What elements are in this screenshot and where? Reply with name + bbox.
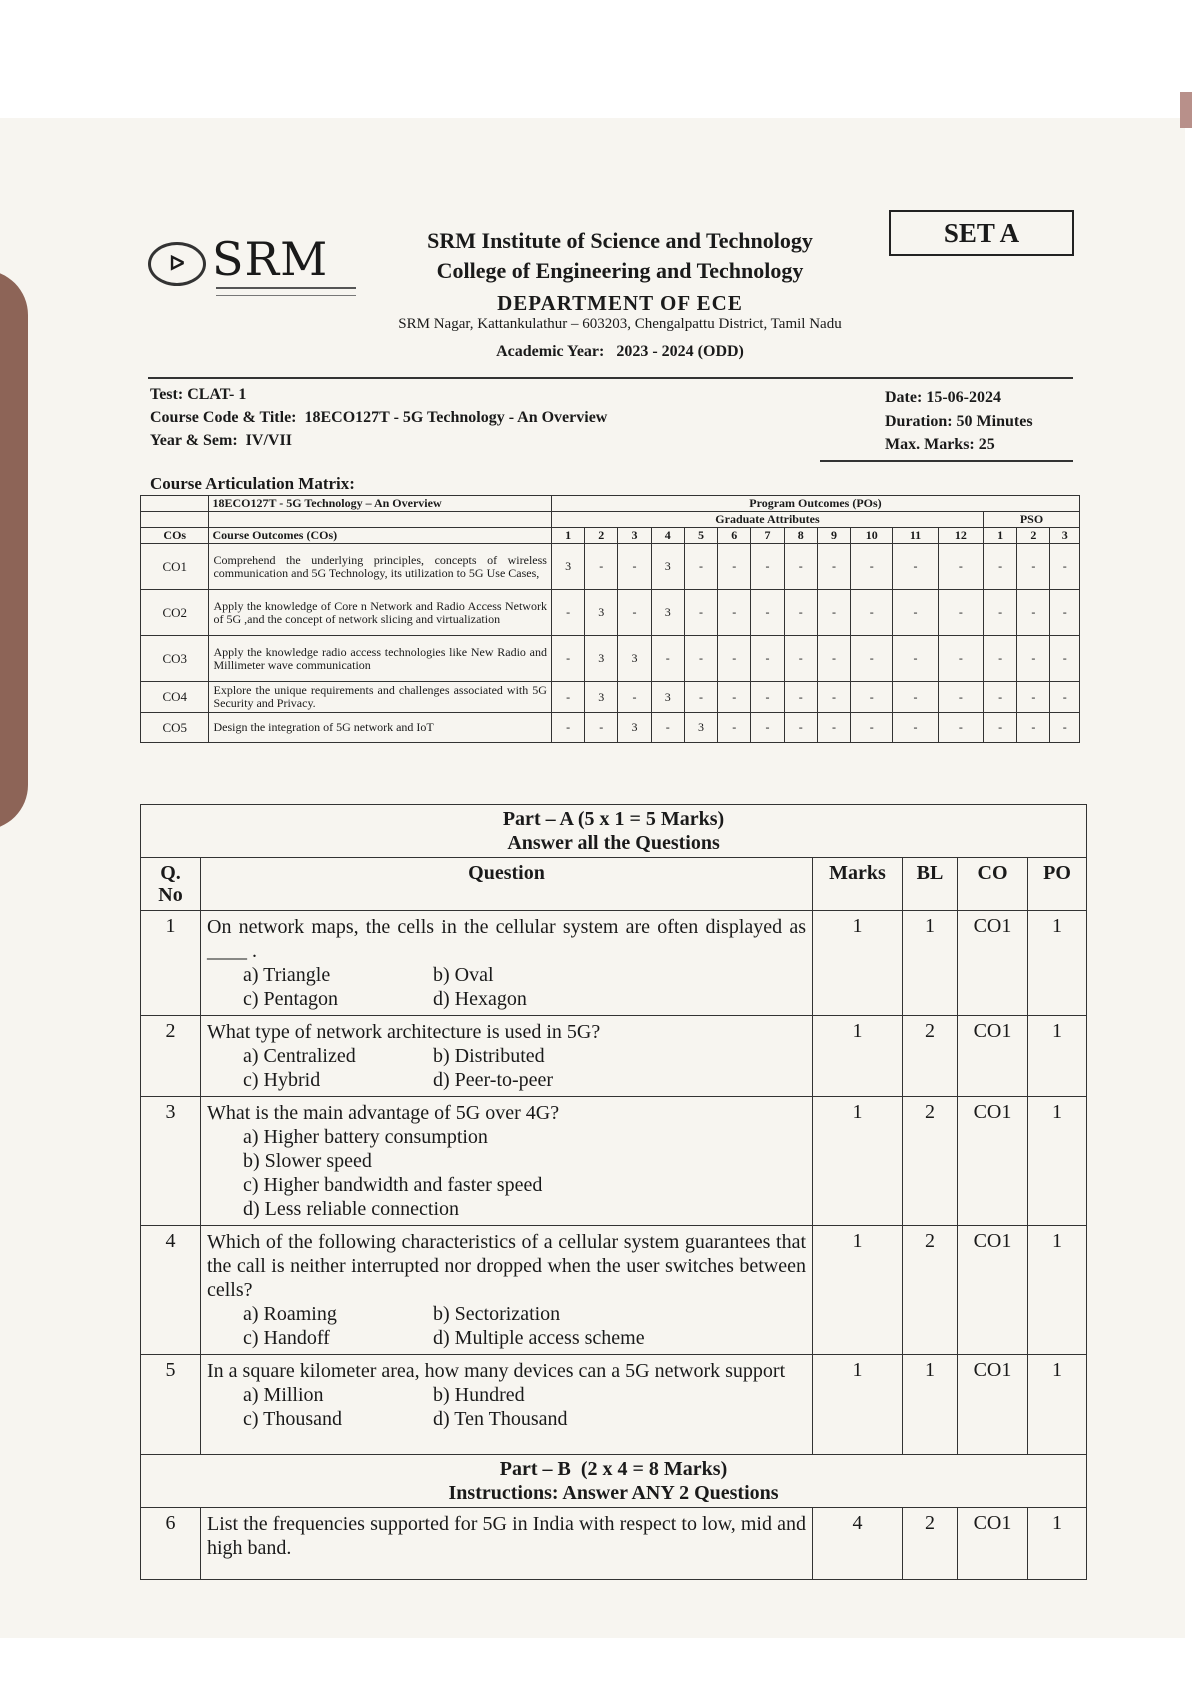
- bl-cell: 1: [903, 911, 958, 1016]
- matrix-row: [141, 713, 1080, 743]
- matrix-value-cell: -: [817, 590, 850, 636]
- bl-cell: 1: [903, 1355, 958, 1455]
- max-marks: Max. Marks: 25: [885, 436, 995, 453]
- matrix-value-cell: 3: [551, 544, 584, 590]
- question-row: [141, 1508, 1087, 1580]
- matrix-value-cell: -: [1017, 682, 1050, 713]
- matrix-value-cell: -: [938, 682, 983, 713]
- po-number: 7: [751, 528, 784, 544]
- matrix-value-cell: -: [1050, 544, 1080, 590]
- matrix-value-cell: -: [938, 713, 983, 743]
- matrix-value-cell: -: [718, 682, 751, 713]
- matrix-value-cell: -: [1050, 590, 1080, 636]
- answer-option: d) Hexagon: [433, 988, 527, 1010]
- matrix-value-cell: -: [784, 544, 817, 590]
- matrix-value-cell: -: [718, 713, 751, 743]
- part-a-subtitle: Answer all the Questions: [507, 832, 720, 854]
- meta-divider: [820, 460, 1073, 462]
- answer-option: c) Handoff: [243, 1327, 330, 1349]
- answer-options: [243, 1044, 806, 1092]
- matrix-course-header: 18ECO127T - 5G Technology – An Overview: [209, 496, 551, 512]
- matrix-value-cell: -: [684, 636, 717, 682]
- question-row: [141, 1097, 1087, 1226]
- answer-option: a) Triangle: [243, 964, 331, 986]
- matrix-value-cell: -: [651, 713, 684, 743]
- matrix-value-cell: -: [784, 636, 817, 682]
- po-cell: 1: [1028, 1226, 1087, 1355]
- matrix-value-cell: -: [718, 544, 751, 590]
- matrix-value-cell: -: [751, 590, 784, 636]
- answer-options: [243, 1125, 806, 1221]
- answer-option: d) Multiple access scheme: [433, 1327, 645, 1349]
- matrix-value-cell: -: [718, 636, 751, 682]
- matrix-value-cell: -: [585, 713, 618, 743]
- bl-cell: 2: [903, 1097, 958, 1226]
- exam-date: Date: 15-06-2024: [885, 389, 1001, 406]
- matrix-co-cell: CO1: [141, 544, 209, 590]
- matrix-value-cell: -: [938, 544, 983, 590]
- po-cell: 1: [1028, 1016, 1087, 1097]
- po-number: 9: [817, 528, 850, 544]
- matrix-value-cell: -: [684, 544, 717, 590]
- question-text: What is the main advantage of 5G over 4G?: [207, 1102, 560, 1124]
- matrix-row: [141, 544, 1080, 590]
- matrix-value-cell: 3: [651, 682, 684, 713]
- matrix-value-cell: 3: [684, 713, 717, 743]
- answer-option: a) Million: [243, 1384, 324, 1406]
- course-articulation-matrix: [140, 495, 1080, 743]
- matrix-outcome-desc: Apply the knowledge of Core n Network and Radio Access Network of 5G ,and the concept of network slicing and virtualization: [209, 590, 551, 636]
- pso-number: 2: [1017, 528, 1050, 544]
- co-cell: CO1: [958, 1097, 1028, 1226]
- co-cell: CO1: [958, 1355, 1028, 1455]
- matrix-blank-cell: [141, 512, 209, 528]
- bl-cell: 2: [903, 1508, 958, 1580]
- matrix-value-cell: -: [718, 590, 751, 636]
- matrix-value-cell: 3: [651, 544, 684, 590]
- matrix-value-cell: -: [751, 682, 784, 713]
- matrix-outcomes-header: Course Outcomes (COs): [209, 528, 551, 544]
- part-a-title: Part – A (5 x 1 = 5 Marks): [502, 808, 725, 830]
- matrix-value-cell: -: [817, 682, 850, 713]
- po-number: 4: [651, 528, 684, 544]
- matrix-blank-cell: [209, 512, 551, 528]
- po-number: 2: [585, 528, 618, 544]
- matrix-value-cell: 3: [585, 590, 618, 636]
- co-header: CO: [958, 858, 1028, 911]
- answer-option: c) Thousand: [243, 1408, 343, 1430]
- matrix-value-cell: -: [1050, 636, 1080, 682]
- matrix-outcome-desc: Apply the knowledge radio access technologies like New Radio and Millimeter wave communication: [209, 636, 551, 682]
- question-header: Question: [201, 858, 813, 911]
- answer-options: [243, 1383, 806, 1431]
- question-row: [141, 1226, 1087, 1355]
- po-number: 5: [684, 528, 717, 544]
- pso-number: 1: [983, 528, 1016, 544]
- po-number: 6: [718, 528, 751, 544]
- matrix-value-cell: -: [551, 636, 584, 682]
- logo-emblem-icon: ᐅ: [148, 242, 206, 286]
- matrix-value-cell: -: [1017, 713, 1050, 743]
- question-number: 2: [141, 1016, 201, 1097]
- matrix-value-cell: -: [893, 590, 938, 636]
- answer-option: b) Hundred: [433, 1384, 525, 1406]
- matrix-po-header: Program Outcomes (POs): [551, 496, 1079, 512]
- matrix-value-cell: -: [585, 544, 618, 590]
- question-text: What type of network architecture is used in 5G?: [207, 1021, 601, 1043]
- qno-header: Q. No: [141, 858, 201, 911]
- answer-option: c) Higher bandwidth and faster speed: [243, 1174, 543, 1196]
- question-text: Which of the following characteristics of a cellular system guarantees that the call is neither interrupted nor dropped when the user switches between cells?: [207, 1231, 806, 1301]
- co-cell: CO1: [958, 1508, 1028, 1580]
- question-cell: [201, 911, 813, 1016]
- po-number: 11: [893, 528, 938, 544]
- question-row: [141, 1016, 1087, 1097]
- po-cell: 1: [1028, 1097, 1087, 1226]
- institute-name: SRM Institute of Science and Technology: [427, 228, 813, 253]
- co-cell: CO1: [958, 1016, 1028, 1097]
- answer-options: [243, 963, 806, 1011]
- matrix-blank-cell: [141, 496, 209, 512]
- matrix-value-cell: 3: [585, 682, 618, 713]
- matrix-number-row: [141, 528, 1080, 544]
- matrix-value-cell: -: [851, 590, 893, 636]
- matrix-cos-header: COs: [141, 528, 209, 544]
- matrix-value-cell: -: [751, 544, 784, 590]
- part-a-header: [141, 805, 1087, 858]
- question-row: [141, 1355, 1087, 1455]
- matrix-value-cell: 3: [585, 636, 618, 682]
- po-cell: 1: [1028, 911, 1087, 1016]
- marks-cell: 1: [813, 1355, 903, 1455]
- matrix-value-cell: -: [1017, 544, 1050, 590]
- po-number: 10: [851, 528, 893, 544]
- marks-cell: 1: [813, 911, 903, 1016]
- matrix-value-cell: -: [983, 636, 1016, 682]
- question-number: 6: [141, 1508, 201, 1580]
- matrix-value-cell: -: [784, 682, 817, 713]
- exam-duration: Duration: 50 Minutes: [885, 413, 1033, 430]
- answer-option: d) Less reliable connection: [243, 1198, 460, 1220]
- matrix-co-cell: CO5: [141, 713, 209, 743]
- answer-option: d) Ten Thousand: [433, 1408, 568, 1430]
- college-name: College of Engineering and Technology: [436, 258, 804, 283]
- matrix-value-cell: -: [938, 590, 983, 636]
- matrix-value-cell: -: [983, 590, 1016, 636]
- thumb-shadow: [0, 270, 28, 830]
- question-text: In a square kilometer area, how many devices can a 5G network support: [207, 1360, 786, 1382]
- matrix-title: Course Articulation Matrix:: [150, 474, 355, 493]
- course-title: Course Code & Title: 18ECO127T - 5G Technology - An Overview: [150, 409, 608, 426]
- matrix-value-cell: -: [851, 544, 893, 590]
- question-row: [141, 911, 1087, 1016]
- marks-cell: 1: [813, 1226, 903, 1355]
- answer-option: a) Roaming: [243, 1303, 337, 1325]
- matrix-ga-header: Graduate Attributes: [551, 512, 983, 528]
- marks-cell: 4: [813, 1508, 903, 1580]
- answer-option: b) Slower speed: [243, 1150, 372, 1172]
- matrix-value-cell: -: [784, 713, 817, 743]
- matrix-pso-header: PSO: [983, 512, 1079, 528]
- matrix-value-cell: -: [684, 590, 717, 636]
- matrix-value-cell: -: [851, 682, 893, 713]
- bl-cell: 2: [903, 1226, 958, 1355]
- matrix-value-cell: -: [817, 636, 850, 682]
- matrix-value-cell: -: [851, 636, 893, 682]
- header-divider: [148, 377, 1073, 379]
- address: SRM Nagar, Kattankulathur – 603203, Chengalpattu District, Tamil Nadu: [398, 316, 842, 332]
- matrix-co-cell: CO4: [141, 682, 209, 713]
- po-header: PO: [1028, 858, 1087, 911]
- matrix-value-cell: -: [1017, 636, 1050, 682]
- matrix-co-cell: CO2: [141, 590, 209, 636]
- question-cell: [201, 1097, 813, 1226]
- matrix-value-cell: -: [1017, 590, 1050, 636]
- matrix-row: [141, 590, 1080, 636]
- answer-option: c) Pentagon: [243, 988, 338, 1010]
- answer-options: [243, 1302, 806, 1350]
- matrix-value-cell: -: [1050, 713, 1080, 743]
- part-b-header: [141, 1455, 1087, 1508]
- answer-option: a) Centralized: [243, 1045, 356, 1067]
- question-cell: [201, 1355, 813, 1455]
- logo-text: SRM: [212, 232, 329, 286]
- question-number: 5: [141, 1355, 201, 1455]
- answer-option: a) Higher battery consumption: [243, 1126, 488, 1148]
- part-b-subtitle: Instructions: Answer ANY 2 Questions: [448, 1482, 779, 1504]
- matrix-value-cell: -: [893, 636, 938, 682]
- matrix-value-cell: -: [893, 544, 938, 590]
- matrix-value-cell: -: [551, 682, 584, 713]
- matrix-value-cell: -: [893, 713, 938, 743]
- pso-number: 3: [1050, 528, 1080, 544]
- matrix-value-cell: -: [751, 636, 784, 682]
- answer-option: b) Sectorization: [433, 1303, 561, 1325]
- matrix-value-cell: -: [983, 544, 1016, 590]
- question-text: List the frequencies supported for 5G in India with respect to low, mid and high band.: [201, 1508, 813, 1580]
- po-number: 12: [938, 528, 983, 544]
- answer-option: b) Oval: [433, 964, 494, 986]
- test-name: Test: CLAT- 1: [150, 386, 247, 403]
- matrix-value-cell: -: [1050, 682, 1080, 713]
- matrix-value-cell: -: [684, 682, 717, 713]
- matrix-row: [141, 636, 1080, 682]
- matrix-outcome-desc: Design the integration of 5G network and IoT: [209, 713, 551, 743]
- question-number: 4: [141, 1226, 201, 1355]
- matrix-value-cell: -: [551, 590, 584, 636]
- po-number: 8: [784, 528, 817, 544]
- matrix-value-cell: 3: [618, 713, 651, 743]
- matrix-value-cell: -: [618, 682, 651, 713]
- matrix-value-cell: -: [893, 682, 938, 713]
- academic-year: Academic Year: 2023 - 2024 (ODD): [496, 343, 744, 360]
- matrix-value-cell: -: [618, 544, 651, 590]
- matrix-value-cell: -: [983, 682, 1016, 713]
- co-cell: CO1: [958, 911, 1028, 1016]
- matrix-value-cell: -: [817, 544, 850, 590]
- set-label: SET A: [889, 210, 1074, 256]
- matrix-value-cell: -: [938, 636, 983, 682]
- question-text: On network maps, the cells in the cellular system are often displayed as ____ .: [207, 916, 806, 962]
- matrix-value-cell: -: [817, 713, 850, 743]
- question-cell: [201, 1226, 813, 1355]
- part-b-title: Part – B (2 x 4 = 8 Marks): [499, 1458, 728, 1480]
- answer-option: d) Peer-to-peer: [433, 1069, 554, 1091]
- marks-header: Marks: [813, 858, 903, 911]
- matrix-outcome-desc: Comprehend the underlying principles, concepts of wireless communication and 5G Technology, its utilization to 5G Use Cases,: [209, 544, 551, 590]
- year-sem: Year & Sem: IV/VII: [150, 432, 292, 449]
- matrix-value-cell: 3: [618, 636, 651, 682]
- matrix-value-cell: -: [784, 590, 817, 636]
- po-cell: 1: [1028, 1355, 1087, 1455]
- matrix-co-cell: CO3: [141, 636, 209, 682]
- bl-cell: 2: [903, 1016, 958, 1097]
- matrix-value-cell: -: [983, 713, 1016, 743]
- matrix-row: [141, 682, 1080, 713]
- answer-option: b) Distributed: [433, 1045, 545, 1067]
- matrix-value-cell: -: [618, 590, 651, 636]
- matrix-outcome-desc: Explore the unique requirements and challenges associated with 5G Security and Privacy.: [209, 682, 551, 713]
- matrix-value-cell: -: [751, 713, 784, 743]
- matrix-value-cell: -: [551, 713, 584, 743]
- answer-option: c) Hybrid: [243, 1069, 321, 1091]
- matrix-value-cell: -: [851, 713, 893, 743]
- bl-header: BL: [903, 858, 958, 911]
- question-table: [140, 804, 1087, 1580]
- po-number: 3: [618, 528, 651, 544]
- question-number: 1: [141, 911, 201, 1016]
- corner-mark: [1180, 92, 1192, 128]
- marks-cell: 1: [813, 1097, 903, 1226]
- question-cell: [201, 1016, 813, 1097]
- po-cell: 1: [1028, 1508, 1087, 1580]
- co-cell: CO1: [958, 1226, 1028, 1355]
- matrix-value-cell: 3: [651, 590, 684, 636]
- po-number: 1: [551, 528, 584, 544]
- marks-cell: 1: [813, 1016, 903, 1097]
- matrix-value-cell: -: [651, 636, 684, 682]
- department-name: DEPARTMENT OF ECE: [497, 291, 743, 315]
- question-number: 3: [141, 1097, 201, 1226]
